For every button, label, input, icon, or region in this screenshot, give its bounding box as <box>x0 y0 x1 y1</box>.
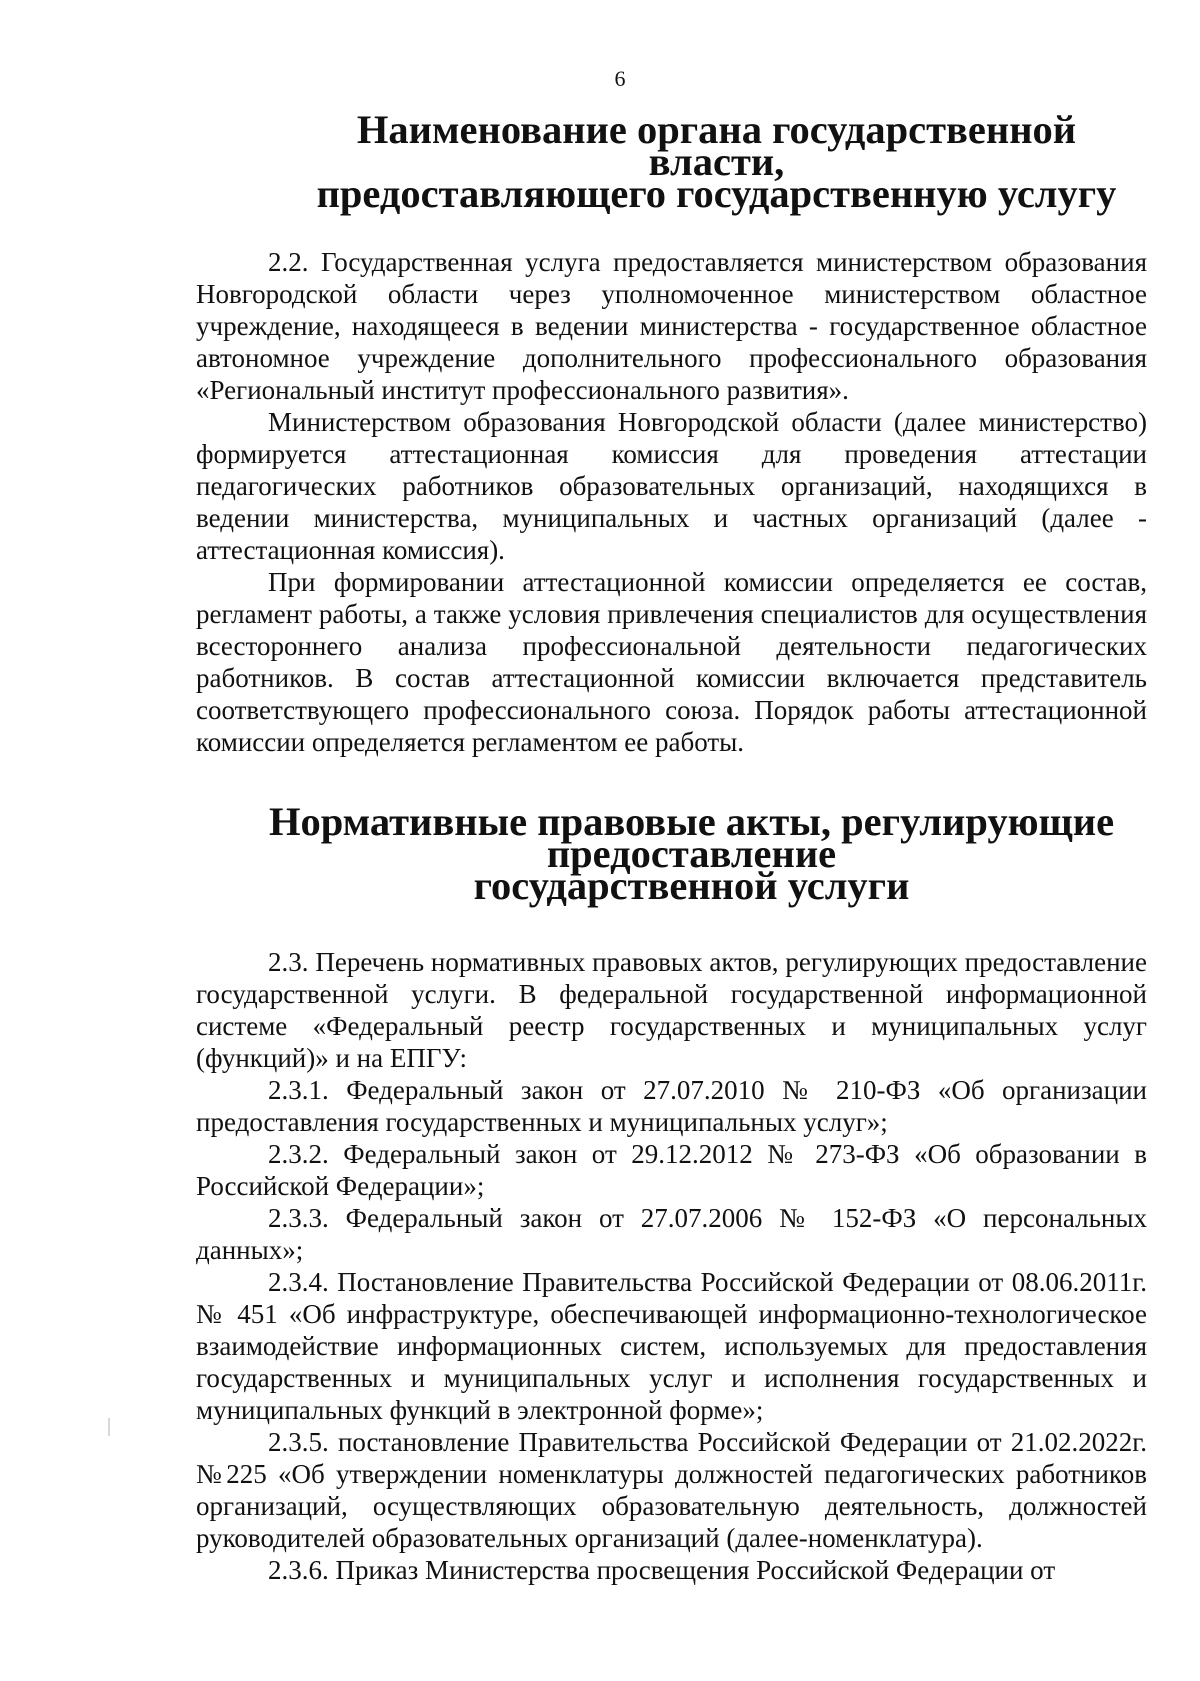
paragraph-2-2: 2.2. Государственная услуга предоставляется министерством образования Новгородской области через уполномоченное министерством областное учреждение, находящееся в ведении министерства - государственное областное автономное учреждение дополнительного профессионального образования «Региональный институт профессионального развития». <box>196 247 1147 405</box>
paragraph-2-3-2: 2.3.2. Федеральный закон от 29.12.2012 № 273-ФЗ «Об образовании в Российской Федерации»; <box>196 1139 1147 1201</box>
paragraph-2-3-3: 2.3.3. Федеральный закон от 27.07.2006 № 152-ФЗ «О персональных данных»; <box>196 1203 1147 1265</box>
paragraph-2-3-5: 2.3.5. постановление Правительства Российской Федерации от 21.02.2022г. №225 «Об утверждении номенклатуры должностей педагогических работников организаций, осуществляющих образовательную деятельность, должностей руководителей образовательных организаций (далее-номенклатура). <box>196 1427 1147 1553</box>
document-body <box>196 107 1147 1586</box>
heading-line: Нормативные правовые акты, регулирующие предоставление <box>268 799 1115 876</box>
paragraph-commission-formation: При формировании аттестационной комиссии определяется ее состав, регламент работы, а также условия привлечения специалистов для осуществления всестороннего анализа профессиональной деятельности педагогических работников. В состав аттестационной комиссии включается представитель соответствующего профессионального союза. Порядок работы аттестационной комиссии определяется регламентом ее работы. <box>196 567 1147 757</box>
page-number: 6 <box>614 66 626 91</box>
heading-line: Наименование органа государственной власти, <box>356 107 1077 184</box>
spacer <box>196 902 1147 946</box>
section-heading-authority <box>196 107 1147 216</box>
heading-line: государственной услуги <box>473 863 910 908</box>
paragraph-ministry-commission: Министерством образования Новгородской области (далее министерство) формируется аттестационная комиссия для проведения аттестации педагогических работников образовательных организаций, находящихся в ведении министерства, муниципальных и частных организаций (далее - аттестационная комиссия). <box>196 407 1147 565</box>
paragraph-2-3-1: 2.3.1. Федеральный закон от 27.07.2010 № 210-ФЗ «Об организации предоставления государственных и муниципальных услуг»; <box>196 1075 1147 1137</box>
paragraph-2-3: 2.3. Перечень нормативных правовых актов, регулирующих предоставление государственной услуги. В федеральной государственной информационной системе «Федеральный реестр государственных и муниципальных услуг (функций)» и на ЕПГУ: <box>196 947 1147 1073</box>
scan-artifact <box>108 1418 110 1436</box>
heading-line: предоставляющего государственную услугу <box>316 171 1117 216</box>
paragraph-2-3-6: 2.3.6. Приказ Министерства просвещения Российской Федерации от <box>268 1555 1056 1585</box>
section-heading-legal-acts <box>196 799 1147 908</box>
paragraph-2-3-4: 2.3.4. Постановление Правительства Российской Федерации от 08.06.2011г. № 451 «Об инфраструктуре, обеспечивающей информационно-технологическое взаимодействие информационных систем, используемых для предоставления государственных и муниципальных услуг и исполнения государственных и муниципальных функций в электронной форме»; <box>196 1267 1147 1425</box>
